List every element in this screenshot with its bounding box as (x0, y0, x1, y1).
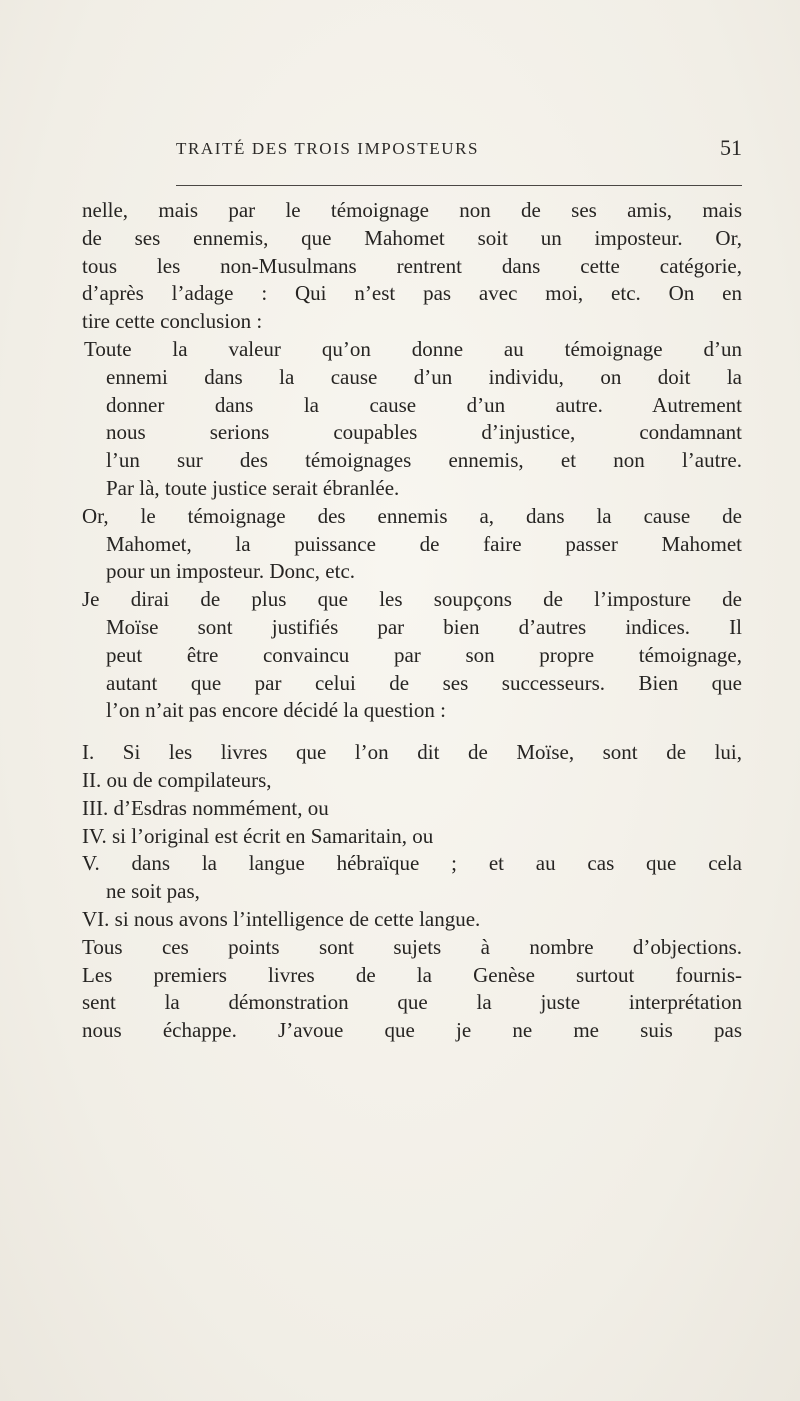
text-line: Moïse sont justifiés par bien d’autres indices. Il (106, 614, 742, 639)
text-line: d’après l’adage : Qui n’est pas avec moi, etc. On en (82, 281, 742, 306)
list-item: ne soit pas, (106, 879, 200, 904)
list-item: II. ou de compilateurs, (82, 767, 272, 792)
list-item: VI. si nous avons l’intelligence de cette langue. (82, 906, 481, 931)
text-line: tous les non-Musulmans rentrent dans cette catégorie, (82, 253, 742, 278)
text-line: nous échappe. J’avoue que je ne me suis pas (82, 1018, 742, 1043)
text-line: nous serions coupables d’injustice, condamnant (106, 420, 742, 445)
text-line: Je dirai de plus que les soupçons de l’imposture de (82, 587, 742, 612)
text-line: Or, le témoignage des ennemis a, dans la cause de (82, 503, 742, 528)
text-line: donner dans la cause d’un autre. Autrement (106, 392, 742, 417)
text-line: l’on n’ait pas encore décidé la question : (106, 698, 446, 723)
text-line: Tous ces points sont sujets à nombre d’objections. (82, 934, 742, 959)
text-line: autant que par celui de ses successeurs. Bien que (106, 670, 742, 695)
text-line: ennemi dans la cause d’un individu, on doit la (106, 364, 742, 389)
page-number: 51 (720, 135, 742, 160)
text-line: Mahomet, la puissance de faire passer Mahomet (106, 531, 742, 556)
text-line: Les premiers livres de la Genèse surtout fournis- (82, 962, 742, 987)
text-line: Par là, toute justice serait ébranlée. (106, 475, 400, 500)
text-line: nelle, mais par le témoignage non de ses amis, mais (82, 198, 742, 222)
list-item: I. Si les livres que l’on dit de Moïse, sont de lui, (82, 740, 742, 765)
text-line: tire cette conclusion : (82, 309, 263, 334)
text-line: pour un imposteur. Donc, etc. (106, 559, 356, 584)
running-title: TRAITÉ DES TROIS IMPOSTEURS (176, 139, 480, 158)
body-text (82, 197, 742, 1045)
text-line: Toute la valeur qu’on donne au témoignage d’un (84, 336, 742, 361)
text-line: sent la démonstration que la juste interprétation (82, 990, 742, 1015)
header-rule (176, 185, 742, 186)
text-line: peut être convaincu par son propre témoignage, (106, 642, 742, 667)
list-item: V. dans la langue hébraïque ; et au cas que cela (82, 851, 742, 876)
list-item: IV. si l’original est écrit en Samaritain, ou (82, 823, 434, 848)
page-header (176, 131, 742, 165)
list-item: III. d’Esdras nommément, ou (82, 795, 329, 820)
text-line: l’un sur des témoignages ennemis, et non l’autre. (106, 448, 742, 473)
text-line: de ses ennemis, que Mahomet soit un imposteur. Or, (82, 225, 742, 250)
paragraph-gap (82, 725, 742, 739)
